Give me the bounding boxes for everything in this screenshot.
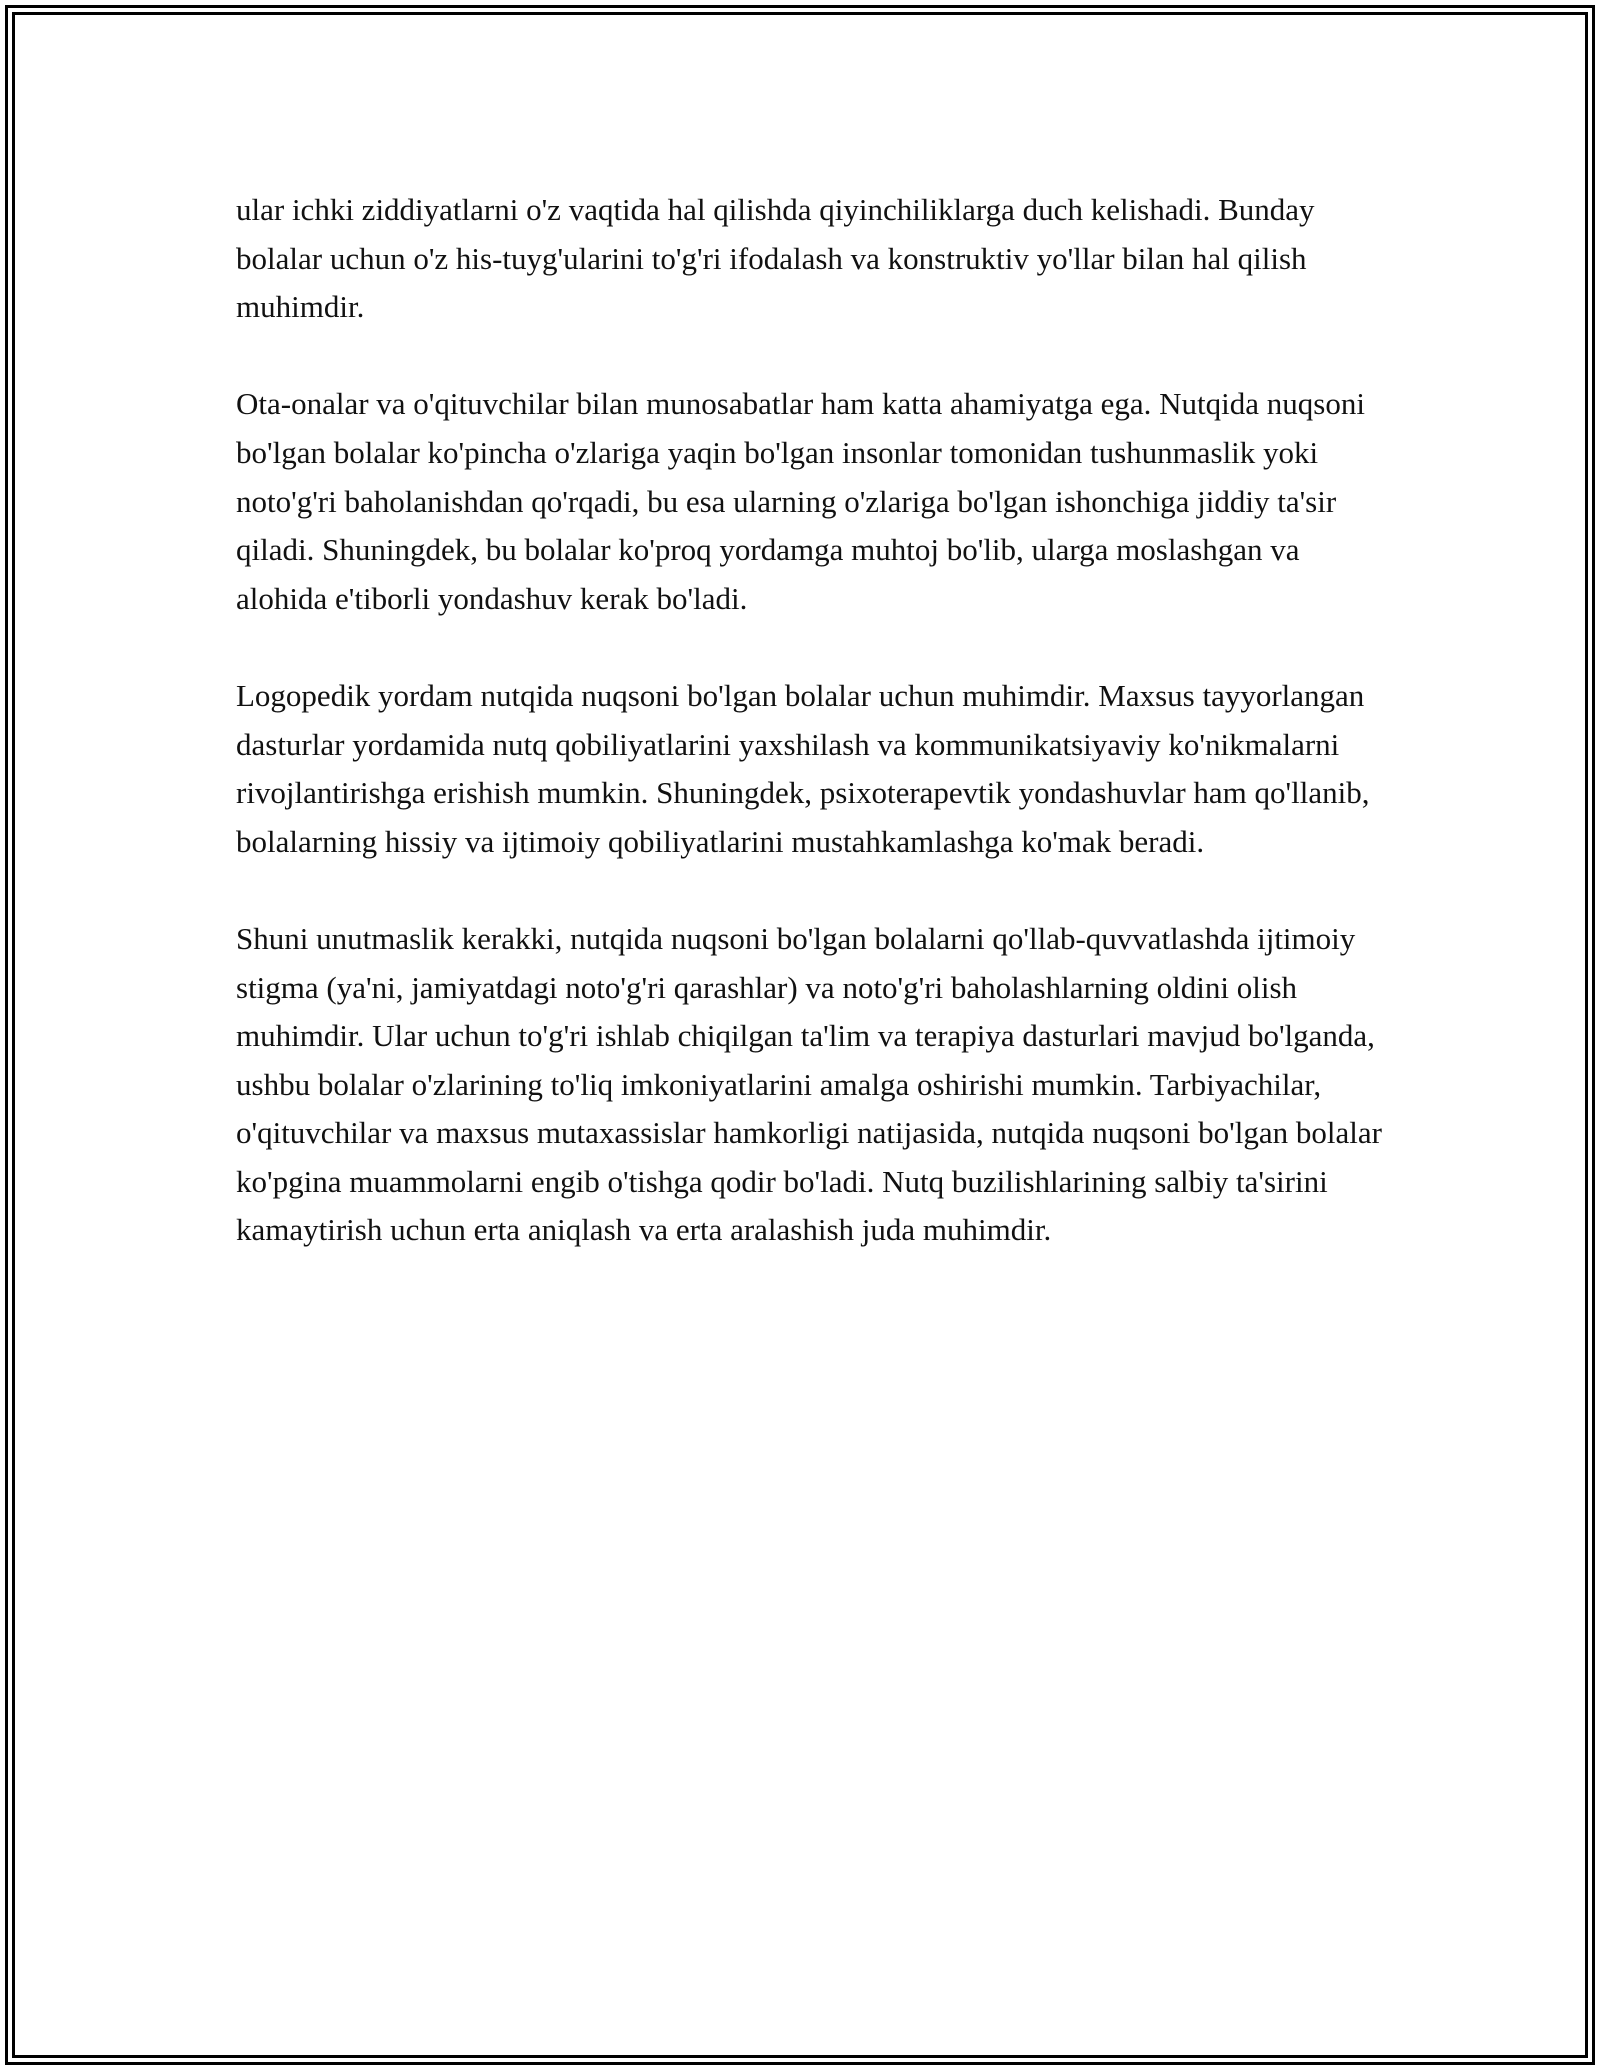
paragraph-1: ular ichki ziddiyatlarni o'z vaqtida hal qilishda qiyinchiliklarga duch kelishadi. Bunday bolalar uchun o'z his-tuyg'ularini to'g'ri ifodalash va konstruktiv yo'llar bilan hal qilish muhimdir. [236, 192, 1315, 325]
document-body [236, 186, 1396, 1255]
paragraph-4: Shuni unutmaslik kerakki, nutqida nuqsoni bo'lgan bolalarni qo'llab-quvvatlashda ijtimoiy stigma (ya'ni, jamiyatdagi noto'g'ri qarashlar) va noto'g'ri baholashlarning oldini olish muhimdir. Ular uchun to'g'ri ishlab chiqilgan ta'lim va terapiya dasturlari mavjud bo'lganda, ushbu bolalar o'zlarining to'liq imkoniyatlarini amalga oshirishi mumkin. Tarbiyachilar, o'qituvchilar va maxsus mutaxassislar hamkorligi natijasida, nutqida nuqsoni bo'lgan bolalar ko'pgina muammolarni engib o'tishga qodir bo'ladi. Nutq buzilishlarining salbiy ta'sirini kamaytirish uchun erta aniqlash va erta aralashish juda muhimdir. [236, 920, 1382, 1248]
paragraph-3: Logopedik yordam nutqida nuqsoni bo'lgan bolalar uchun muhimdir. Maxsus tayyorlangan dasturlar yordamida nutq qobiliyatlarini yaxshilash va kommunikatsiyaviy ko'nikmalarni rivojlantirishga erishish mumkin. Shuningdek, psixoterapevtik yondashuvlar ham qo'llanib, bolalarning hissiy va ijtimoiy qobiliyatlarini mustahkamlashga ko'mak beradi. [236, 677, 1370, 859]
paragraph-2: Ota-onalar va o'qituvchilar bilan munosabatlar ham katta ahamiyatga ega. Nutqida nuqsoni bo'lgan bolalar ko'pincha o'zlariga yaqin bo'lgan insonlar tomonidan tushunmaslik yoki noto'g'ri baholanishdan qo'rqadi, bu esa ularning o'zlariga bo'lgan ishonchiga jiddiy ta'sir qiladi. Shuningdek, bu bolalar ko'proq yordamga muhtoj bo'lib, ularga moslashgan va alohida e'tiborli yondashuv kerak bo'ladi. [236, 386, 1365, 616]
